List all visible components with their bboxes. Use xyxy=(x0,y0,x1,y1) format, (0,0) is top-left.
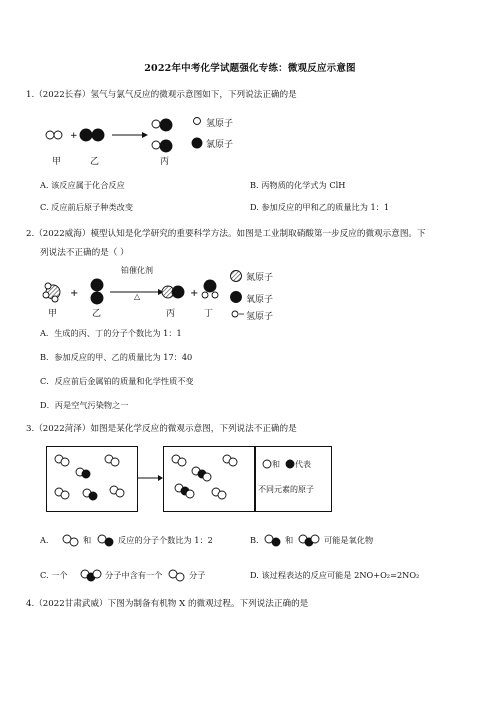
q2-legend-n: 氮原子 xyxy=(246,273,274,283)
q3-white-atom xyxy=(218,491,226,499)
q2-label-bing: 丙 xyxy=(166,309,176,319)
q3-option-c-mol1-icon xyxy=(80,568,104,582)
q2-nh3-h-atom xyxy=(45,283,51,289)
q2-h2o-o-atom xyxy=(204,280,216,292)
q2-o2-atom xyxy=(91,279,103,291)
q2-option-d: D．丙是空气污染物之一 xyxy=(40,400,129,410)
q2-legend-o-icon xyxy=(231,292,242,303)
q3-option-b-mol1-icon xyxy=(264,533,284,547)
q3-option-b-mol2-icon xyxy=(298,533,322,547)
q1-option-d: D. 参加反应的甲和乙的质量比为 1：1 xyxy=(250,202,390,212)
q3-option-b-prefix: B. xyxy=(250,535,259,545)
q3-option-a-mol1-icon xyxy=(62,533,82,547)
q3-white-atom xyxy=(186,490,194,498)
q1-option-c: C. 反应前后原子种类改变 xyxy=(40,202,134,212)
q2-option-a: A．生成的丙、丁的分子个数比为 1：1 xyxy=(40,328,182,338)
q1-label-bing: 丙 xyxy=(160,157,170,167)
q3-option-c-mol2-icon xyxy=(168,568,188,582)
q3-legend-desc: 不同元素的原子 xyxy=(258,485,314,494)
q2-heat-symbol: △ xyxy=(134,292,141,301)
q2-stem-line1: 2.（2022威海）模型认知是化学研究的重要科学方法。如图是工业制取硝酸第一步反应的微观示意图。下 xyxy=(26,229,426,239)
q1-hcl-cl-atom xyxy=(160,119,172,131)
q3-white-atom xyxy=(61,458,69,466)
q3-option-a-mol2-icon xyxy=(97,533,117,547)
q2-legend-h-icon xyxy=(232,311,238,317)
q3-option-b-and: 和 xyxy=(285,535,294,545)
page-title: 2022年中考化学试题强化专练：微观反应示意图 xyxy=(144,63,356,74)
q1-hcl-h-atom xyxy=(152,120,160,128)
q1-h2-atom xyxy=(54,131,62,139)
q1-hcl-h-atom xyxy=(152,141,160,149)
q2-label-ding: 丁 xyxy=(204,309,214,319)
q2-legend-o: 氧原子 xyxy=(246,295,274,305)
q3-legend-represents: 代表 xyxy=(295,460,311,469)
q2-label-yi: 乙 xyxy=(92,309,102,319)
q2-plus-sign: + xyxy=(70,288,79,299)
q1-legend-cl: 氯原子 xyxy=(206,140,234,150)
q3-stem: 3.（2022菏泽）如图是某化学反应的微观示意图，下列说法不正确的是 xyxy=(26,424,297,434)
q2-h2o-h-atom xyxy=(212,292,218,298)
q3-white-atom xyxy=(116,489,124,497)
q3-option-c-prefix: C. 一个 xyxy=(40,570,68,580)
q2-h2o-h-atom xyxy=(202,292,208,298)
q1-hcl-cl-atom xyxy=(160,140,172,152)
q1-stem: 1.（2022长春）氢气与氯气反应的微观示意图如下，下列说法正确的是 xyxy=(26,90,297,100)
q3-black-atom xyxy=(89,492,97,500)
q3-white-atom xyxy=(178,458,186,466)
q2-o2-atom xyxy=(91,292,103,304)
q3-option-c-post: 分子 xyxy=(189,570,206,580)
q3-white-atom xyxy=(229,458,237,466)
q1-legend-cl-icon xyxy=(192,138,202,148)
q1-plus-sign: + xyxy=(70,131,78,141)
q3-legend-and: 和 xyxy=(272,460,280,469)
q3-black-atom xyxy=(82,470,90,478)
q2-nh3-h-atom xyxy=(52,296,58,302)
q1-label-jia: 甲 xyxy=(52,157,62,167)
q2-no-o-atom xyxy=(172,286,184,298)
q3-arrow-head xyxy=(158,475,163,481)
q1-legend-h-icon xyxy=(194,118,201,125)
q1-cl2-atom xyxy=(92,129,104,141)
q1-option-b: B. 丙物质的化学式为 ClH xyxy=(250,180,346,190)
q2-option-b: B．参加反应的甲、乙的质量比为 17：40 xyxy=(40,352,193,362)
q2-stem-line2: 列说法不正确的是（ ） xyxy=(40,248,129,258)
q2-option-c: C．反应前后金属铂的质量和化学性质不变 xyxy=(40,376,194,386)
q2-legend-h: 氢原子 xyxy=(246,312,274,322)
q2-legend-n-icon xyxy=(231,271,242,282)
q1-label-yi: 乙 xyxy=(90,157,100,167)
q3-option-d: D. 该过程表达的反应可能是 2NO+O₂=2NO₂ xyxy=(250,570,420,580)
q3-reaction-diagram xyxy=(46,446,336,510)
q1-h2-atom xyxy=(46,131,54,139)
q2-label-jia: 甲 xyxy=(48,309,58,319)
q3-legend-black-icon xyxy=(286,460,294,468)
q3-white-atom xyxy=(111,458,119,466)
q1-cl2-atom xyxy=(80,129,92,141)
q1-option-a: A. 该反应属于化合反应 xyxy=(40,180,125,190)
q3-white-atom xyxy=(203,473,211,481)
q3-option-b-text: 可能是氧化物 xyxy=(324,535,374,545)
q3-option-a-and: 和 xyxy=(83,535,92,545)
q3-option-a-prefix: A. xyxy=(40,535,49,545)
q2-nh3-h-atom xyxy=(43,292,49,298)
q3-option-a-text: 反应的分子个数比为 1：2 xyxy=(118,535,213,545)
q1-legend-h: 氢原子 xyxy=(206,119,234,129)
q4-stem: 4.（2022甘肃武威）下图为制备有机物 X 的微观过程。下列说法正确的是 xyxy=(26,599,309,609)
q2-catalyst-label: 铂催化剂 xyxy=(121,266,153,275)
q1-arrow-head xyxy=(142,132,148,138)
q2-plus-sign-2: + xyxy=(190,288,199,299)
q3-legend-white-icon xyxy=(263,460,271,468)
q3-option-c-mid: 分子中含有一个 xyxy=(105,570,163,580)
q3-white-atom xyxy=(61,491,69,499)
